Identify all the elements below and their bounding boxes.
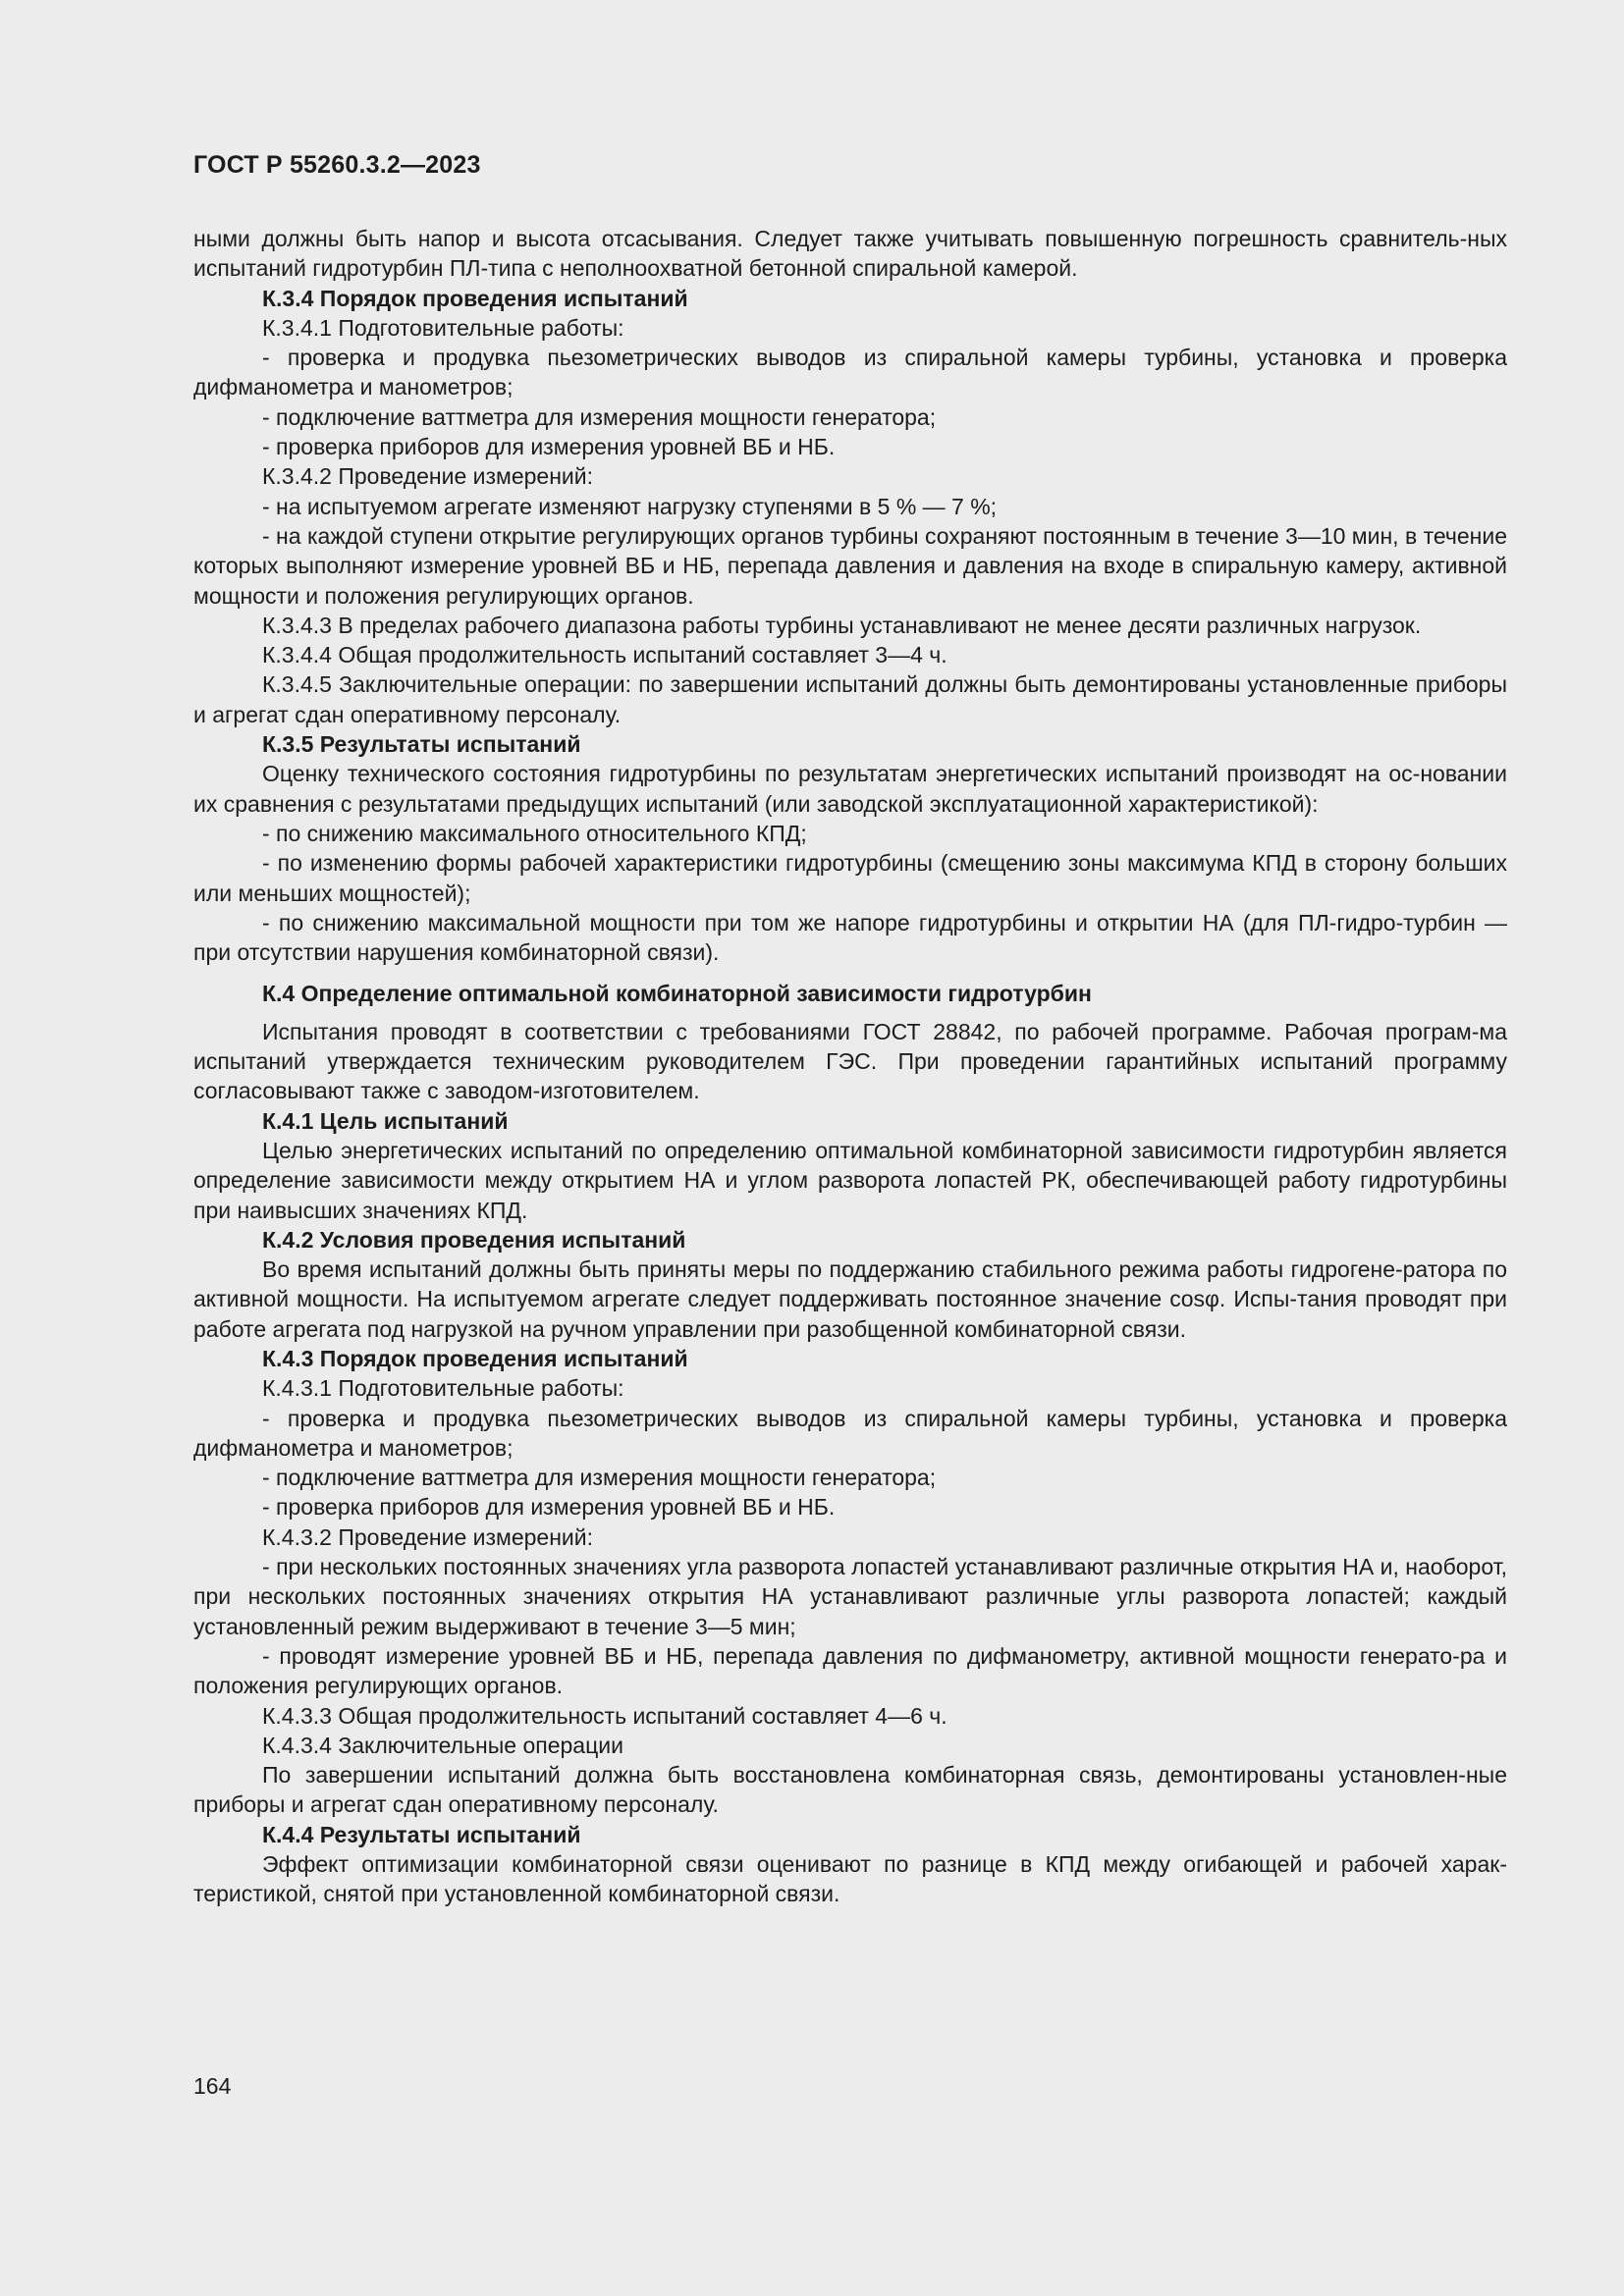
paragraph: К.3.4.2 Проведение измерений: [262,463,594,490]
paragraph: Во время испытаний должны быть приняты меры по поддержанию стабильного режима работы гидрогене-ратора по активной мощности. На испытуемом агрегате следует поддерживать постоянное значение cosφ. Испы-тания проводят при работе агрегата под нагрузкой на ручном управлении при разобщенной комбинаторной связи. [193,1256,1507,1342]
paragraph: К.3.4.3 В пределах рабочего диапазона работы турбины устанавливают не менее десяти различных нагрузок. [262,612,1422,638]
paragraph: К.4.3.4 Заключительные операции [262,1732,623,1758]
paragraph: По завершении испытаний должна быть восстановлена комбинаторная связь, демонтированы установлен-ные приборы и агрегат сдан оперативному персоналу. [193,1762,1507,1818]
list-item: - по снижению максимальной мощности при том же напоре гидротурбины и открытии НА (для ПЛ-гидро-турбин — при отсутствии нарушения комбинаторной связи). [193,909,1507,966]
list-item: - по изменению формы рабочей характеристики гидротурбины (смещению зоны максимума КПД в сторону больших или меньших мощностей); [193,850,1507,906]
subheading: К.4.1 Цель испытаний [262,1107,509,1134]
paragraph: К.4.3.3 Общая продолжительность испытаний составляет 4—6 ч. [262,1702,947,1729]
page-number: 164 [193,2073,232,2099]
paragraph: К.4.3.1 Подготовительные работы: [262,1375,624,1402]
list-item: - по снижению максимального относительного КПД; [262,820,807,846]
subheading: К.3.4 Порядок проведения испытаний [262,285,688,311]
paragraph: Эффект оптимизации комбинаторной связи оценивают по разнице в КПД между огибающей и рабочей харак-теристикой, снятой при установленной комбинаторной связи. [193,1851,1507,1907]
paragraph: Целью энергетических испытаний по определению оптимальной комбинаторной зависимости гидротурбин является определение зависимости между открытием НА и углом разворота лопастей РК, обеспечивающей работу гидротурбины при наивысших значениях КПД. [193,1137,1507,1223]
section-heading: К.4 Определение оптимальной комбинаторной зависимости гидротурбин [262,981,1092,1007]
subheading: К.4.4 Результаты испытаний [262,1821,581,1847]
list-item: - при нескольких постоянных значениях угла разворота лопастей устанавливают различные открытия НА и, наоборот, при нескольких постоянных значениях открытия НА устанавливают различные углы разворота лопастей; каждый установленный режим выдерживают в течение 3—5 мин; [193,1554,1507,1639]
paragraph: Оценку технического состояния гидротурбины по результатам энергетических испытаний производят на ос-новании их сравнения с результатами предыдущих испытаний (или заводской эксплуатационной характеристикой): [193,761,1507,817]
paragraph: Испытания проводят в соответствии с требованиями ГОСТ 28842, по рабочей программе. Рабочая програм-ма испытаний утверждается техническим руководителем ГЭС. При проведении гарантийных испытаний программу согласовывают также с заводом-изготовителем. [193,1018,1507,1104]
list-item: - проводят измерение уровней ВБ и НБ, перепада давления по дифманометру, активной мощности генерато-ра и положения регулирующих органов. [193,1642,1507,1699]
paragraph: К.3.4.4 Общая продолжительность испытаний составляет 3—4 ч. [262,642,947,668]
list-item: - проверка приборов для измерения уровней ВБ и НБ. [262,434,836,460]
list-item: - на испытуемом агрегате изменяют нагрузку ступенями в 5 % — 7 %; [262,493,998,519]
list-item: - проверка приборов для измерения уровней ВБ и НБ. [262,1494,836,1521]
subheading: К.4.3 Порядок проведения испытаний [262,1345,688,1371]
paragraph: ными должны быть напор и высота отсасывания. Следует также учитывать повышенную погрешность сравнитель-ных испытаний гидротурбин ПЛ-типа с неполноохватной бетонной спиральной камерой. [193,226,1507,282]
subheading: К.3.5 Результаты испытаний [262,731,581,758]
subheading: К.4.2 Условия проведения испытаний [262,1226,686,1253]
list-item: - на каждой ступени открытие регулирующих органов турбины сохраняют постоянным в течение 3—10 мин, в течение которых выполняют измерение уровней ВБ и НБ, перепада давления и давления на входе в спиральную камеру, активной мощности и положения регулирующих органов. [193,522,1507,609]
paragraph: К.4.3.2 Проведение измерений: [262,1523,594,1550]
document-body [193,224,1507,1909]
list-item: - подключение ваттметра для измерения мощности генератора; [262,1465,937,1491]
paragraph: К.3.4.5 Заключительные операции: по завершении испытаний должны быть демонтированы установленные приборы и агрегат сдан оперативному персоналу. [193,671,1507,727]
list-item: - проверка и продувка пьезометрических выводов из спиральной камеры турбины, установка и проверка дифманометра и манометров; [193,1405,1507,1461]
list-item: - подключение ваттметра для измерения мощности генератора; [262,403,937,430]
list-item: - проверка и продувка пьезометрических выводов из спиральной камеры турбины, установка и проверка дифманометра и манометров; [193,345,1507,400]
paragraph: К.3.4.1 Подготовительные работы: [262,314,624,341]
document-header: ГОСТ Р 55260.3.2—2023 [193,151,481,179]
